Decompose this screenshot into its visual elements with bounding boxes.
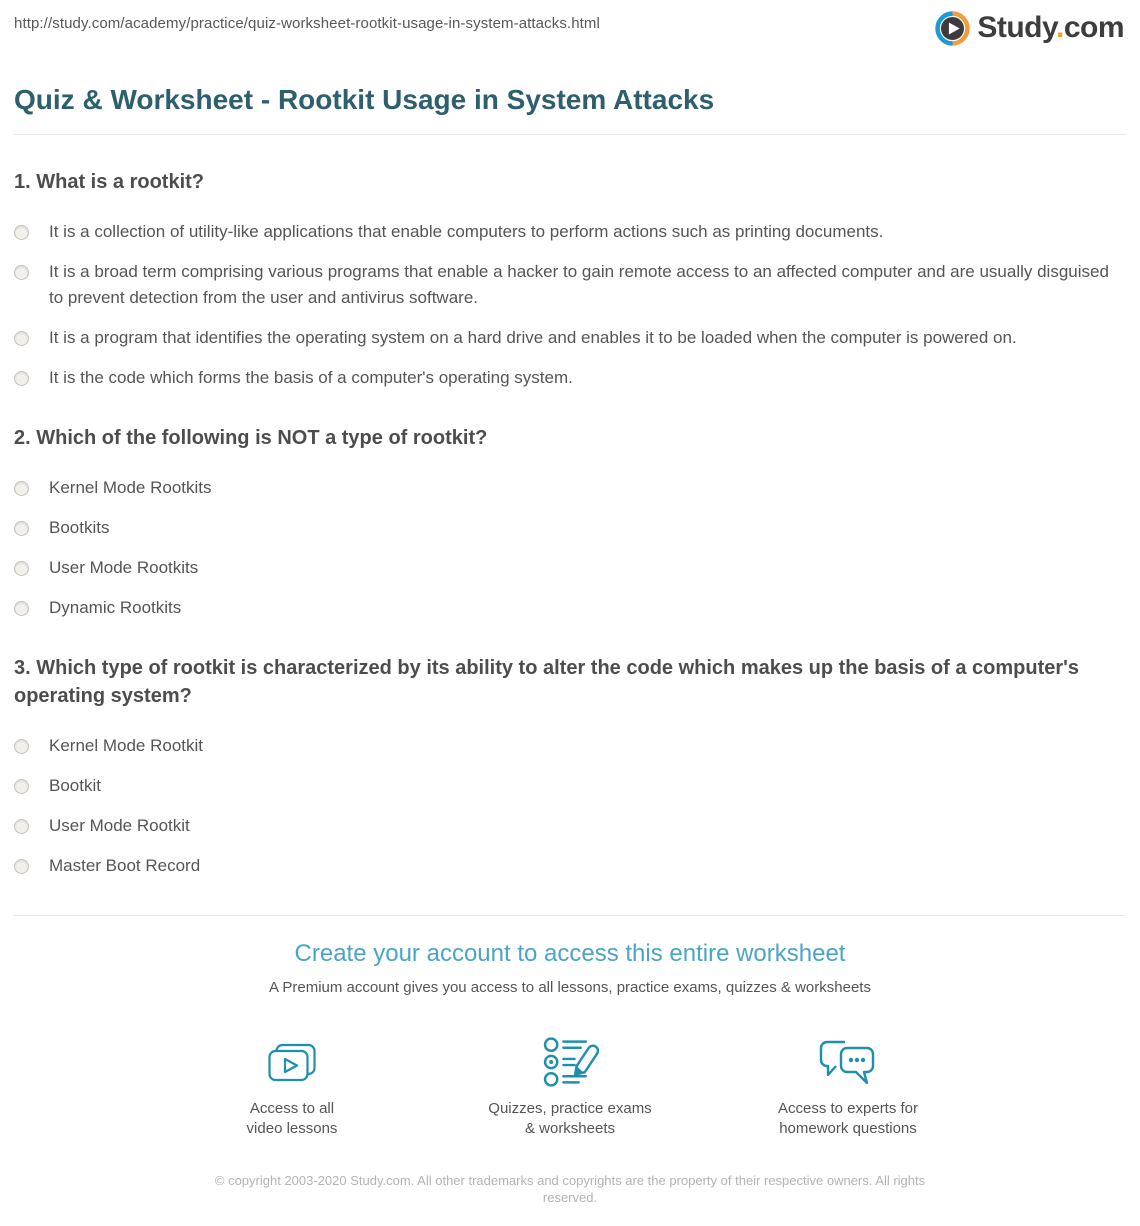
answer-option-label: Dynamic Rootkits [49, 598, 182, 617]
feature-video-lessons [182, 1030, 402, 1139]
question-3-heading: 3. Which type of rootkit is characterized by its ability to alter the code which makes up the basis of a computer's operating system? [14, 657, 1080, 707]
radio-button[interactable] [14, 779, 29, 794]
radio-button[interactable] [14, 561, 29, 576]
title-divider [14, 134, 1126, 135]
studycom-logo[interactable] [935, 10, 1124, 46]
answer-option-label: It is a program that identifies the operating system on a hard drive and enables it to be loaded when the computer is powered on. [49, 328, 1017, 347]
studycom-logo-text: Study.com [977, 11, 1124, 44]
radio-button[interactable] [14, 265, 29, 280]
answer-option-label: It is a broad term comprising various programs that enable a hacker to gain remote access to an affected computer and are usually disguised to prevent detection from the user and antivirus software. [49, 262, 1109, 307]
create-account-link[interactable]: Create your account to access this entire worksheet [294, 940, 846, 967]
video-lessons-icon [182, 1030, 402, 1088]
radio-button[interactable] [14, 601, 29, 616]
answer-option-label: Kernel Mode Rootkit [49, 736, 204, 755]
page-url: http://study.com/academy/practice/quiz-worksheet-rootkit-usage-in-system-attacks.html [14, 15, 600, 32]
question-1-heading: 1. What is a rootkit? [14, 171, 205, 193]
answer-option-label: Master Boot Record [49, 856, 201, 875]
question-2-option-4[interactable] [14, 595, 1126, 621]
answer-option-label: User Mode Rootkits [49, 558, 199, 577]
question-1-option-1[interactable] [14, 219, 1126, 245]
page-title: Quiz & Worksheet - Rootkit Usage in System Attacks [14, 84, 715, 115]
feature-label: Quizzes, practice exams & worksheets [488, 1100, 652, 1137]
radio-button[interactable] [14, 859, 29, 874]
studycom-play-icon [935, 11, 970, 46]
question-3-option-4[interactable] [14, 853, 1126, 879]
feature-label: Access to experts for homework questions [777, 1100, 919, 1137]
answer-option-label: Bootkit [49, 776, 101, 795]
copyright-notice: © copyright 2003-2020 Study.com. All other trademarks and copyrights are the property of their respective owners. All rights reserved. [214, 1173, 926, 1205]
question-3-option-1[interactable] [14, 733, 1126, 759]
question-2-option-3[interactable] [14, 555, 1126, 581]
cta-divider [14, 915, 1126, 916]
radio-button[interactable] [14, 521, 29, 536]
radio-button[interactable] [14, 819, 29, 834]
answer-option-label: User Mode Rootkit [49, 816, 190, 835]
question-3-option-3[interactable] [14, 813, 1126, 839]
quizzes-worksheets-icon [460, 1030, 680, 1088]
feature-list [0, 1030, 1140, 1139]
question-2-option-2[interactable] [14, 515, 1126, 541]
feature-quizzes-worksheets [460, 1030, 680, 1139]
question-1-option-3[interactable] [14, 325, 1126, 351]
feature-experts [738, 1030, 958, 1139]
question-3 [14, 654, 1126, 879]
premium-account-subtext: A Premium account gives you access to all lessons, practice exams, quizzes & worksheets [269, 979, 871, 996]
answer-option-label: It is the code which forms the basis of a computer's operating system. [49, 368, 573, 387]
radio-button[interactable] [14, 371, 29, 386]
radio-button[interactable] [14, 481, 29, 496]
answer-option-label: Bootkits [49, 518, 110, 537]
question-2-heading: 2. Which of the following is NOT a type of rootkit? [14, 427, 488, 449]
radio-button[interactable] [14, 225, 29, 240]
experts-chat-icon [738, 1030, 958, 1088]
question-1 [14, 168, 1126, 391]
question-1-option-4[interactable] [14, 365, 1126, 391]
answer-option-label: Kernel Mode Rootkits [49, 478, 212, 497]
answer-option-label: It is a collection of utility-like applications that enable computers to perform actions such as printing documents. [49, 222, 884, 241]
question-2-option-1[interactable] [14, 475, 1126, 501]
question-3-option-2[interactable] [14, 773, 1126, 799]
question-2 [14, 424, 1126, 621]
page-header [0, 0, 1140, 58]
feature-label: Access to all video lessons [246, 1100, 338, 1137]
radio-button[interactable] [14, 739, 29, 754]
radio-button[interactable] [14, 331, 29, 346]
question-1-option-2[interactable] [14, 259, 1126, 311]
